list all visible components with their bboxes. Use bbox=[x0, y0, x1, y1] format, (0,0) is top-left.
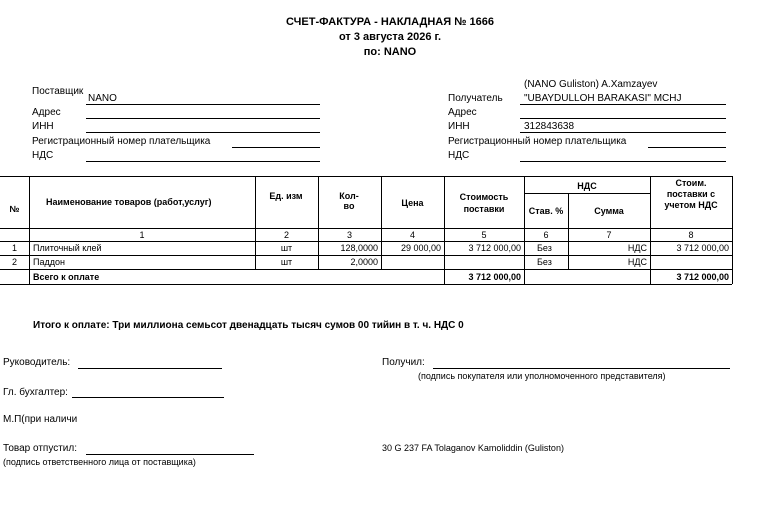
col-number: 8 bbox=[688, 230, 694, 240]
supplier-value: NANO bbox=[88, 93, 117, 104]
col-header-total: Стоим. поставки с учетом НДС bbox=[664, 178, 718, 210]
supplier-nds-line bbox=[86, 161, 320, 162]
received-signature-line bbox=[433, 368, 730, 369]
recipient-nds-line bbox=[520, 161, 726, 162]
supplier-line bbox=[86, 104, 320, 105]
released-note: (подпись ответственного лица от поставщика) bbox=[3, 457, 196, 467]
stamp-label: М.П(при наличи bbox=[3, 414, 78, 425]
row-name: Паддон bbox=[33, 257, 65, 267]
recipient-label: Получатель bbox=[448, 93, 503, 104]
recipient-line bbox=[520, 104, 726, 105]
accountant-signature-line bbox=[72, 397, 224, 398]
driver-info: 30 G 237 FA Tolaganov Kamoliddin (Guliston) bbox=[382, 443, 564, 453]
supplier-inn-line bbox=[86, 132, 320, 133]
row-name: Плиточный клей bbox=[33, 243, 102, 253]
row-qty: 128,0000 bbox=[340, 243, 378, 253]
supplier-address-label: Адрес bbox=[32, 107, 61, 118]
recipient-reg-label: Регистрационный номер плательщика bbox=[448, 136, 627, 147]
col-header-unit: Ед. изм bbox=[269, 191, 303, 201]
supplier-nds-label: НДС bbox=[32, 150, 54, 161]
col-header-cost: Стоимость поставки bbox=[459, 192, 509, 214]
supplier-reg-label: Регистрационный номер плательщика bbox=[32, 136, 211, 147]
col-header-nds-sum: Сумма bbox=[594, 206, 624, 216]
row-cost: 3 712 000,00 bbox=[468, 243, 521, 253]
row-unit: шт bbox=[280, 257, 293, 267]
supplier-label: Поставщик bbox=[32, 86, 84, 97]
col-header-qty: Кол-во bbox=[339, 191, 359, 211]
col-header-num: № bbox=[9, 204, 20, 214]
released-signature-line bbox=[86, 454, 254, 455]
recipient-address-line bbox=[520, 118, 726, 119]
col-header-nds-rate: Став. % bbox=[528, 206, 564, 216]
row-total: 3 712 000,00 bbox=[676, 243, 729, 253]
invoice-title: СЧЕТ-ФАКТУРА - НАКЛАДНАЯ № 1666 bbox=[286, 16, 494, 28]
total-label: Всего к оплате bbox=[33, 272, 100, 282]
recipient-inn-value: 312843638 bbox=[524, 121, 575, 132]
total-with-nds: 3 712 000,00 bbox=[676, 272, 729, 282]
total-cost: 3 712 000,00 bbox=[468, 272, 521, 282]
head-label: Руководитель: bbox=[3, 357, 71, 368]
row-nds-rate: Без bbox=[537, 243, 552, 253]
col-number: 3 bbox=[346, 230, 352, 240]
invoice-org: по: NANO bbox=[363, 46, 417, 58]
invoice-date: от 3 августа 2026 г. bbox=[338, 31, 442, 43]
recipient-address-label: Адрес bbox=[448, 107, 477, 118]
row-nds-sum: НДС bbox=[627, 243, 647, 253]
supplier-reg-line bbox=[232, 147, 320, 148]
col-number: 5 bbox=[481, 230, 487, 240]
recipient-inn-line bbox=[520, 132, 726, 133]
received-note: (подпись покупателя или уполномоченного представителя) bbox=[418, 371, 666, 381]
accountant-label: Гл. бухгалтер: bbox=[3, 387, 68, 398]
col-number: 4 bbox=[409, 230, 415, 240]
received-label: Получил: bbox=[382, 357, 425, 368]
col-number: 6 bbox=[543, 230, 549, 240]
col-header-nds: НДС bbox=[577, 181, 597, 191]
summary-text: Итого к оплате: Три миллиона семьсот двенадцать тысяч сумов 00 тийин в т. ч. НДС 0 bbox=[33, 320, 464, 331]
row-num: 2 bbox=[11, 257, 17, 267]
row-nds-sum: НДС bbox=[627, 257, 647, 267]
row-qty: 2,0000 bbox=[350, 257, 378, 267]
supplier-address-line bbox=[86, 118, 320, 119]
released-label: Товар отпустил: bbox=[3, 443, 77, 454]
col-number: 1 bbox=[139, 230, 145, 240]
col-number: 2 bbox=[283, 230, 289, 240]
recipient-value: "UBAYDULLOH BARAKASI" MCHJ bbox=[524, 93, 682, 104]
recipient-nds-label: НДС bbox=[448, 150, 470, 161]
row-price: 29 000,00 bbox=[400, 243, 441, 253]
col-number: 7 bbox=[606, 230, 612, 240]
recipient-top-name: (NANO Guliston) A.Xamzayev bbox=[524, 79, 658, 90]
recipient-reg-line bbox=[648, 147, 726, 148]
recipient-inn-label: ИНН bbox=[448, 121, 470, 132]
col-header-name: Наименование товаров (работ,услуг) bbox=[46, 197, 212, 207]
row-unit: шт bbox=[280, 243, 293, 253]
head-signature-line bbox=[78, 368, 222, 369]
row-num: 1 bbox=[11, 243, 17, 253]
supplier-inn-label: ИНН bbox=[32, 121, 54, 132]
row-nds-rate: Без bbox=[537, 257, 552, 267]
col-header-price: Цена bbox=[401, 198, 424, 208]
